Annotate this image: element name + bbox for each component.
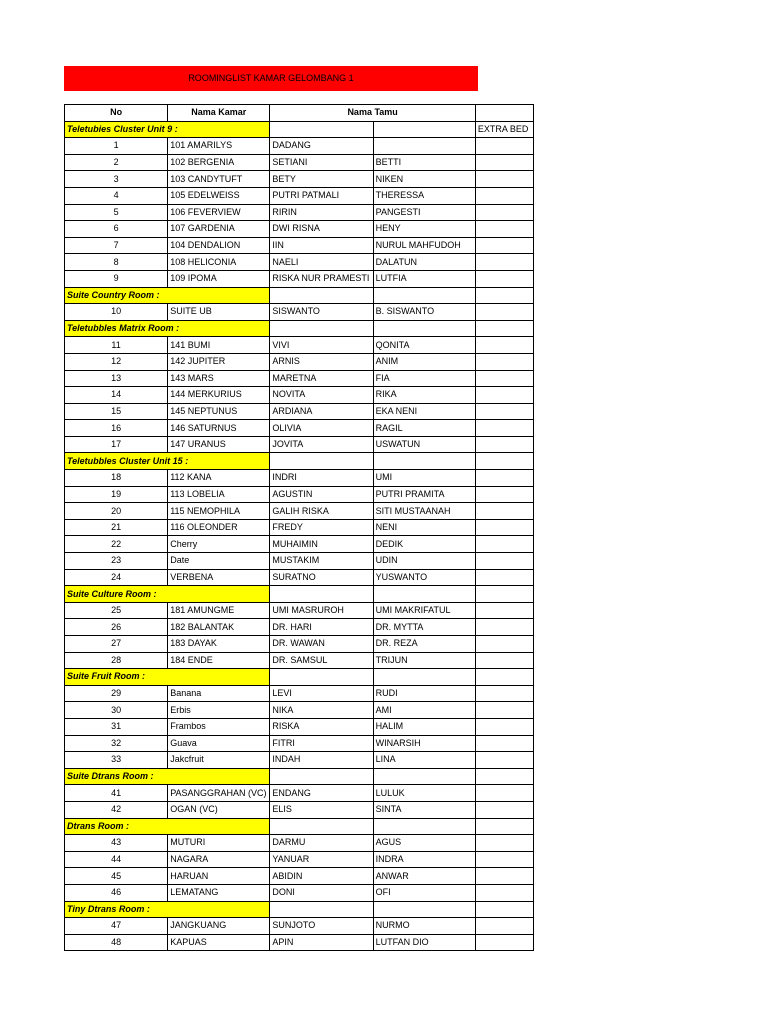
- section-label: Teletubbles Matrix Room :: [65, 320, 270, 337]
- table-row: [65, 237, 534, 254]
- section-label: Tiny Dtrans Room :: [65, 901, 270, 918]
- room-name: KAPUAS: [168, 934, 270, 951]
- extra-bed-cell: [475, 470, 533, 487]
- row-no: 27: [65, 636, 168, 653]
- row-no: 41: [65, 785, 168, 802]
- table-row: [65, 785, 534, 802]
- extra-bed-cell: [475, 884, 533, 901]
- extra-bed-cell: [475, 503, 533, 520]
- room-name: Banana: [168, 685, 270, 702]
- row-no: 48: [65, 934, 168, 951]
- table-row: [65, 254, 534, 271]
- extra-bed-cell: [475, 171, 533, 188]
- table-row: [65, 204, 534, 221]
- guest-2: PUTRI PRAMITA: [373, 486, 475, 503]
- row-no: 26: [65, 619, 168, 636]
- section-row: [65, 669, 534, 686]
- guest-1: PUTRI PATMALI: [270, 187, 373, 204]
- extra-bed-cell: [475, 602, 533, 619]
- room-name: 184 ENDE: [168, 652, 270, 669]
- extra-bed-cell: [475, 918, 533, 935]
- row-no: 2: [65, 154, 168, 171]
- guest-2: OFI: [373, 884, 475, 901]
- extra-bed-cell: [475, 801, 533, 818]
- extra-bed-cell: [475, 138, 533, 155]
- room-name: HARUAN: [168, 868, 270, 885]
- guest-2: ANWAR: [373, 868, 475, 885]
- extra-bed-cell: [475, 270, 533, 287]
- extra-bed-cell: [475, 304, 533, 321]
- section-empty: [270, 320, 373, 337]
- table-row: [65, 519, 534, 536]
- row-no: 18: [65, 470, 168, 487]
- guest-1: DADANG: [270, 138, 373, 155]
- table-row: [65, 270, 534, 287]
- table-row: [65, 553, 534, 570]
- extra-bed-cell: [475, 436, 533, 453]
- table-row: [65, 918, 534, 935]
- guest-2: NENI: [373, 519, 475, 536]
- room-name: 142 JUPITER: [168, 353, 270, 370]
- guest-2: HENY: [373, 221, 475, 238]
- room-name: 104 DENDALION: [168, 237, 270, 254]
- guest-2: USWATUN: [373, 436, 475, 453]
- room-name: LEMATANG: [168, 884, 270, 901]
- guest-1: APIN: [270, 934, 373, 951]
- room-name: 181 AMUNGME: [168, 602, 270, 619]
- extra-bed-cell: [475, 586, 533, 603]
- section-empty: [270, 121, 373, 138]
- section-empty: [373, 669, 475, 686]
- guest-2: WINARSIH: [373, 735, 475, 752]
- extra-bed-cell: [475, 519, 533, 536]
- section-empty: [373, 768, 475, 785]
- table-row: [65, 884, 534, 901]
- extra-bed-cell: [475, 868, 533, 885]
- room-name: 107 GARDENIA: [168, 221, 270, 238]
- guest-1: FREDY: [270, 519, 373, 536]
- row-no: 5: [65, 204, 168, 221]
- guest-1: INDAH: [270, 752, 373, 769]
- guest-1: SETIANI: [270, 154, 373, 171]
- room-name: 105 EDELWEISS: [168, 187, 270, 204]
- table-row: [65, 304, 534, 321]
- row-no: 23: [65, 553, 168, 570]
- extra-bed-cell: [475, 320, 533, 337]
- extra-bed-cell: [475, 204, 533, 221]
- table-row: [65, 868, 534, 885]
- section-empty: [270, 818, 373, 835]
- row-no: 12: [65, 353, 168, 370]
- guest-2: BETTI: [373, 154, 475, 171]
- table-row: [65, 536, 534, 553]
- table-row: [65, 636, 534, 653]
- row-no: 20: [65, 503, 168, 520]
- section-empty: [270, 768, 373, 785]
- guest-1: DR. SAMSUL: [270, 652, 373, 669]
- row-no: 46: [65, 884, 168, 901]
- guest-1: LEVI: [270, 685, 373, 702]
- guest-2: HALIM: [373, 718, 475, 735]
- guest-2: UMI: [373, 470, 475, 487]
- table-row: [65, 602, 534, 619]
- guest-2: RAGIL: [373, 420, 475, 437]
- guest-2: NURUL MAHFUDOH: [373, 237, 475, 254]
- row-no: 16: [65, 420, 168, 437]
- table-row: [65, 221, 534, 238]
- section-empty: [270, 669, 373, 686]
- guest-2: [373, 138, 475, 155]
- guest-1: OLIVIA: [270, 420, 373, 437]
- table-row: [65, 370, 534, 387]
- room-name: 144 MERKURIUS: [168, 387, 270, 404]
- guest-2: TRIJUN: [373, 652, 475, 669]
- table-row: [65, 801, 534, 818]
- room-name: 182 BALANTAK: [168, 619, 270, 636]
- header-guest: Nama Tamu: [270, 105, 475, 122]
- table-row: [65, 403, 534, 420]
- extra-bed-cell: [475, 370, 533, 387]
- guest-1: DR. HARI: [270, 619, 373, 636]
- extra-bed-cell: [475, 221, 533, 238]
- extra-bed-cell: [475, 420, 533, 437]
- extra-bed-cell: [475, 785, 533, 802]
- row-no: 31: [65, 718, 168, 735]
- row-no: 11: [65, 337, 168, 354]
- extra-bed-cell: [475, 486, 533, 503]
- table-row: [65, 154, 534, 171]
- guest-2: DALATUN: [373, 254, 475, 271]
- section-empty: [373, 121, 475, 138]
- extra-bed-cell: [475, 387, 533, 404]
- table-row: [65, 503, 534, 520]
- extra-bed-cell: [475, 569, 533, 586]
- room-name: MUTURI: [168, 835, 270, 852]
- room-name: 109 IPOMA: [168, 270, 270, 287]
- extra-bed-cell: [475, 553, 533, 570]
- guest-2: ANIM: [373, 353, 475, 370]
- room-name: PASANGGRAHAN (VC): [168, 785, 270, 802]
- row-no: 22: [65, 536, 168, 553]
- section-label: Suite Dtrans Room :: [65, 768, 270, 785]
- section-empty: [270, 287, 373, 304]
- room-name: Guava: [168, 735, 270, 752]
- guest-2: LINA: [373, 752, 475, 769]
- guest-1: NOVITA: [270, 387, 373, 404]
- roominglist-table: [64, 104, 534, 951]
- row-no: 8: [65, 254, 168, 271]
- table-row: [65, 702, 534, 719]
- extra-bed-cell: [475, 851, 533, 868]
- extra-bed-cell: [475, 934, 533, 951]
- section-empty: [270, 901, 373, 918]
- guest-2: LULUK: [373, 785, 475, 802]
- section-empty: [373, 901, 475, 918]
- room-name: 101 AMARILYS: [168, 138, 270, 155]
- row-no: 19: [65, 486, 168, 503]
- table-row: [65, 337, 534, 354]
- guest-2: SINTA: [373, 801, 475, 818]
- table-row: [65, 138, 534, 155]
- guest-1: SUNJOTO: [270, 918, 373, 935]
- room-name: Erbis: [168, 702, 270, 719]
- guest-2: UDIN: [373, 553, 475, 570]
- table-row: [65, 685, 534, 702]
- room-name: 147 URANUS: [168, 436, 270, 453]
- guest-2: QONITA: [373, 337, 475, 354]
- guest-1: NAELI: [270, 254, 373, 271]
- section-row: [65, 901, 534, 918]
- extra-bed-cell: [475, 818, 533, 835]
- extra-bed-cell: [475, 636, 533, 653]
- guest-1: YANUAR: [270, 851, 373, 868]
- guest-2: INDRA: [373, 851, 475, 868]
- guest-2: DEDIK: [373, 536, 475, 553]
- table-row: [65, 420, 534, 437]
- extra-bed-cell: [475, 187, 533, 204]
- table-row: [65, 718, 534, 735]
- row-no: 33: [65, 752, 168, 769]
- guest-1: DR. WAWAN: [270, 636, 373, 653]
- extra-bed-cell: [475, 752, 533, 769]
- section-row: [65, 818, 534, 835]
- table-row: [65, 171, 534, 188]
- room-name: 146 SATURNUS: [168, 420, 270, 437]
- row-no: 43: [65, 835, 168, 852]
- row-no: 42: [65, 801, 168, 818]
- guest-1: DONI: [270, 884, 373, 901]
- extra-bed-cell: [475, 652, 533, 669]
- guest-1: UMI MASRUROH: [270, 602, 373, 619]
- table-row: [65, 934, 534, 951]
- section-label: Teletubbles Cluster Unit 15 :: [65, 453, 270, 470]
- row-no: 6: [65, 221, 168, 238]
- section-row: [65, 320, 534, 337]
- guest-2: B. SISWANTO: [373, 304, 475, 321]
- guest-1: DARMU: [270, 835, 373, 852]
- guest-2: RUDI: [373, 685, 475, 702]
- section-label: Suite Culture Room :: [65, 586, 270, 603]
- table-row: [65, 470, 534, 487]
- section-empty: [373, 453, 475, 470]
- guest-1: JOVITA: [270, 436, 373, 453]
- table-row: [65, 835, 534, 852]
- guest-2: AMI: [373, 702, 475, 719]
- guest-1: MUSTAKIM: [270, 553, 373, 570]
- table-row: [65, 436, 534, 453]
- sheet-title: ROOMINGLIST KAMAR GELOMBANG 1: [64, 66, 478, 91]
- row-no: 3: [65, 171, 168, 188]
- table-row: [65, 486, 534, 503]
- extra-bed-cell: [475, 768, 533, 785]
- guest-1: ARDIANA: [270, 403, 373, 420]
- extra-bed-cell: [475, 718, 533, 735]
- row-no: 15: [65, 403, 168, 420]
- guest-2: RIKA: [373, 387, 475, 404]
- row-no: 24: [65, 569, 168, 586]
- guest-2: YUSWANTO: [373, 569, 475, 586]
- section-empty: [373, 320, 475, 337]
- guest-1: RISKA: [270, 718, 373, 735]
- room-name: 113 LOBELIA: [168, 486, 270, 503]
- table-row: [65, 387, 534, 404]
- room-name: SUITE UB: [168, 304, 270, 321]
- room-name: Date: [168, 553, 270, 570]
- guest-1: FITRI: [270, 735, 373, 752]
- guest-2: DR. REZA: [373, 636, 475, 653]
- extra-bed-cell: [475, 835, 533, 852]
- row-no: 45: [65, 868, 168, 885]
- row-no: 30: [65, 702, 168, 719]
- section-label: Suite Fruit Room :: [65, 669, 270, 686]
- section-empty: [270, 453, 373, 470]
- room-name: 141 BUMI: [168, 337, 270, 354]
- extra-bed-cell: [475, 337, 533, 354]
- room-name: 115 NEMOPHILA: [168, 503, 270, 520]
- row-no: 1: [65, 138, 168, 155]
- extra-bed-cell: EXTRA BED: [475, 121, 533, 138]
- row-no: 9: [65, 270, 168, 287]
- section-row: [65, 586, 534, 603]
- extra-bed-cell: [475, 619, 533, 636]
- extra-bed-cell: [475, 353, 533, 370]
- guest-1: INDRI: [270, 470, 373, 487]
- guest-2: LUTFAN DIO: [373, 934, 475, 951]
- row-no: 32: [65, 735, 168, 752]
- room-name: 106 FEVERVIEW: [168, 204, 270, 221]
- guest-2: UMI MAKRIFATUL: [373, 602, 475, 619]
- extra-bed-cell: [475, 669, 533, 686]
- guest-1: ABIDIN: [270, 868, 373, 885]
- guest-1: ENDANG: [270, 785, 373, 802]
- guest-1: VIVI: [270, 337, 373, 354]
- guest-2: NURMO: [373, 918, 475, 935]
- guest-1: BETY: [270, 171, 373, 188]
- guest-1: RISKA NUR PRAMESTI: [270, 270, 373, 287]
- extra-bed-cell: [475, 536, 533, 553]
- extra-bed-cell: [475, 735, 533, 752]
- room-name: 143 MARS: [168, 370, 270, 387]
- room-name: JANGKUANG: [168, 918, 270, 935]
- room-name: 102 BERGENIA: [168, 154, 270, 171]
- table-row: [65, 752, 534, 769]
- section-empty: [373, 287, 475, 304]
- guest-1: DWI RISNA: [270, 221, 373, 238]
- row-no: 25: [65, 602, 168, 619]
- guest-2: SITI MUSTAANAH: [373, 503, 475, 520]
- section-empty: [373, 586, 475, 603]
- row-no: 14: [65, 387, 168, 404]
- row-no: 21: [65, 519, 168, 536]
- guest-2: PANGESTI: [373, 204, 475, 221]
- row-no: 44: [65, 851, 168, 868]
- section-row: [65, 121, 534, 138]
- row-no: 17: [65, 436, 168, 453]
- guest-1: RIRIN: [270, 204, 373, 221]
- room-name: VERBENA: [168, 569, 270, 586]
- guest-2: THERESSA: [373, 187, 475, 204]
- room-name: 183 DAYAK: [168, 636, 270, 653]
- guest-2: EKA NENI: [373, 403, 475, 420]
- section-row: [65, 768, 534, 785]
- room-name: OGAN (VC): [168, 801, 270, 818]
- room-name: 108 HELICONIA: [168, 254, 270, 271]
- extra-bed-cell: [475, 453, 533, 470]
- guest-1: ARNIS: [270, 353, 373, 370]
- extra-bed-cell: [475, 287, 533, 304]
- row-no: 10: [65, 304, 168, 321]
- table-body: [65, 105, 534, 951]
- extra-bed-cell: [475, 237, 533, 254]
- section-label: Teletubies Cluster Unit 9 :: [65, 121, 270, 138]
- table-row: [65, 569, 534, 586]
- guest-1: SISWANTO: [270, 304, 373, 321]
- row-no: 28: [65, 652, 168, 669]
- header-extra: [475, 105, 533, 122]
- extra-bed-cell: [475, 685, 533, 702]
- guest-1: GALIH RISKA: [270, 503, 373, 520]
- extra-bed-cell: [475, 702, 533, 719]
- room-name: 112 KANA: [168, 470, 270, 487]
- table-row: [65, 652, 534, 669]
- guest-2: NIKEN: [373, 171, 475, 188]
- room-name: NAGARA: [168, 851, 270, 868]
- extra-bed-cell: [475, 901, 533, 918]
- guest-2: FIA: [373, 370, 475, 387]
- guest-1: ELIS: [270, 801, 373, 818]
- room-name: 145 NEPTUNUS: [168, 403, 270, 420]
- extra-bed-cell: [475, 154, 533, 171]
- row-no: 7: [65, 237, 168, 254]
- extra-bed-cell: [475, 403, 533, 420]
- guest-1: IIN: [270, 237, 373, 254]
- row-no: 29: [65, 685, 168, 702]
- section-label: Suite Country Room :: [65, 287, 270, 304]
- header-room: Nama Kamar: [168, 105, 270, 122]
- extra-bed-cell: [475, 254, 533, 271]
- table-row: [65, 851, 534, 868]
- guest-2: AGUS: [373, 835, 475, 852]
- guest-1: SURATNO: [270, 569, 373, 586]
- section-row: [65, 453, 534, 470]
- header-row: [65, 105, 534, 122]
- table-row: [65, 187, 534, 204]
- guest-1: MARETNA: [270, 370, 373, 387]
- room-name: 103 CANDYTUFT: [168, 171, 270, 188]
- room-name: Frambos: [168, 718, 270, 735]
- room-name: 116 OLEONDER: [168, 519, 270, 536]
- row-no: 4: [65, 187, 168, 204]
- row-no: 13: [65, 370, 168, 387]
- section-empty: [270, 586, 373, 603]
- row-no: 47: [65, 918, 168, 935]
- guest-1: MUHAIMIN: [270, 536, 373, 553]
- room-name: Jakcfruit: [168, 752, 270, 769]
- section-label: Dtrans Room :: [65, 818, 270, 835]
- table-row: [65, 353, 534, 370]
- section-row: [65, 287, 534, 304]
- table-row: [65, 735, 534, 752]
- header-no: No: [65, 105, 168, 122]
- guest-2: DR. MYTTA: [373, 619, 475, 636]
- guest-1: AGUSTIN: [270, 486, 373, 503]
- guest-2: LUTFIA: [373, 270, 475, 287]
- section-empty: [373, 818, 475, 835]
- room-name: Cherry: [168, 536, 270, 553]
- guest-1: NIKA: [270, 702, 373, 719]
- table-row: [65, 619, 534, 636]
